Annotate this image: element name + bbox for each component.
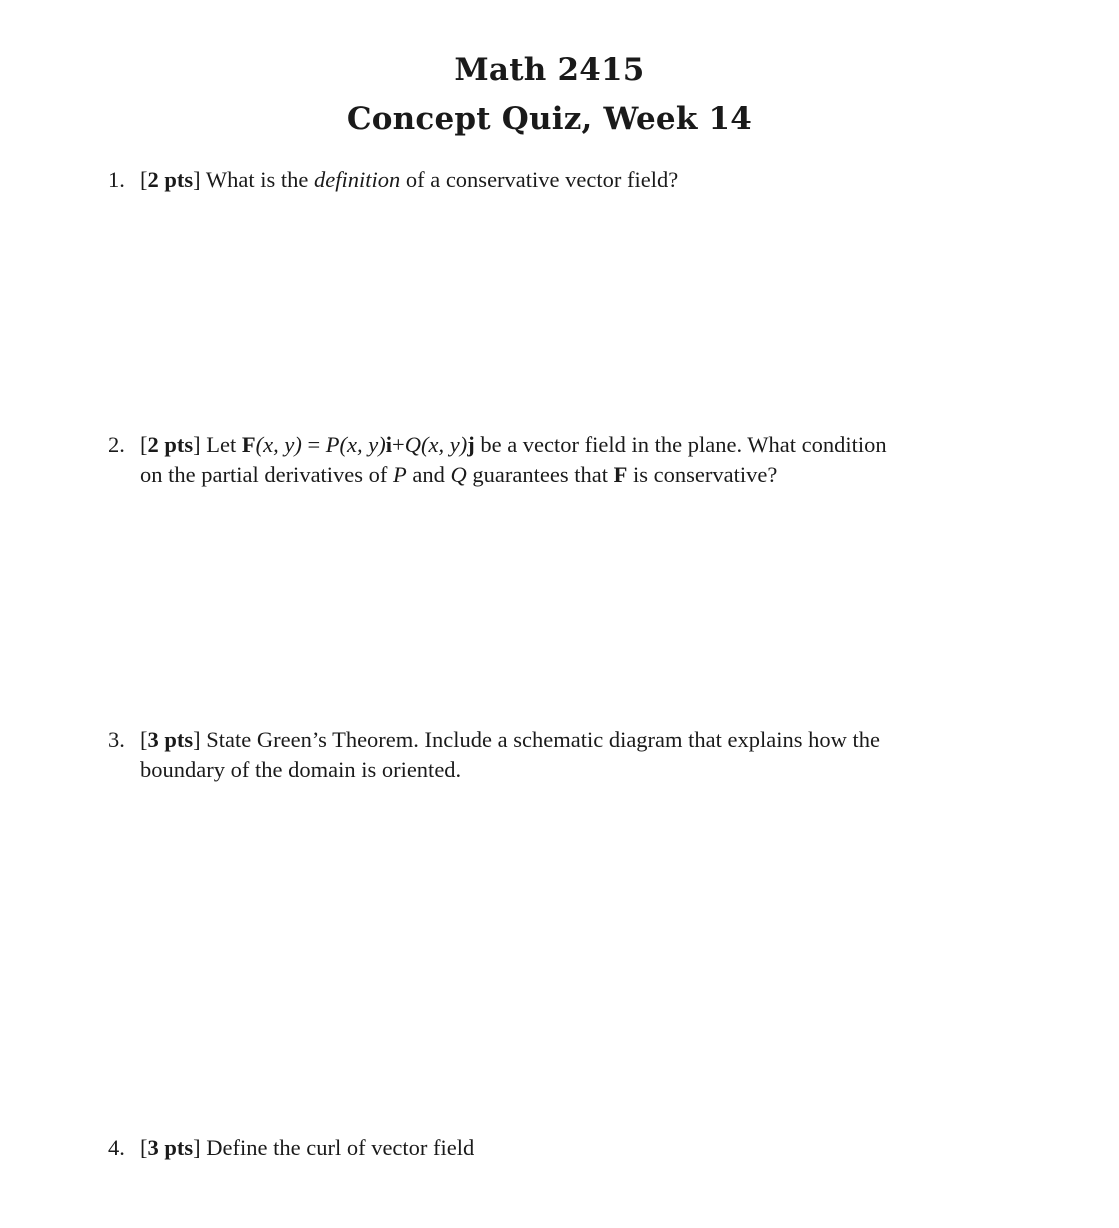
q-args: (x, y) bbox=[420, 432, 468, 457]
points-bracket-open: [ bbox=[140, 727, 148, 752]
question-text: Let bbox=[206, 432, 242, 457]
p-symbol: P bbox=[325, 432, 340, 457]
points-label: 3 pts bbox=[147, 1135, 194, 1160]
field-symbol: F bbox=[241, 432, 256, 457]
points-bracket-close: ] bbox=[193, 727, 201, 752]
q-symbol: Q bbox=[450, 461, 467, 487]
points-bracket-open: [ bbox=[140, 1135, 148, 1160]
question-text-end: of a conservative vector field? bbox=[400, 167, 679, 192]
question-number: 2. bbox=[108, 432, 125, 457]
question-text: State Green’s Theorem. Include a schematic diagram that explains how the bbox=[206, 727, 880, 752]
q-symbol: Q bbox=[404, 432, 421, 457]
emphasized-term: definition bbox=[313, 167, 401, 192]
conjunction: and bbox=[406, 461, 451, 487]
question-number: 4. bbox=[108, 1135, 125, 1160]
field-args: (x, y) bbox=[255, 432, 302, 457]
points-bracket-close: ] bbox=[193, 167, 201, 192]
points-label: 3 pts bbox=[147, 727, 194, 752]
p-symbol: P bbox=[393, 461, 407, 487]
i-unit-vector: i bbox=[385, 432, 393, 457]
question-4 bbox=[108, 1133, 1028, 1163]
points-bracket-close: ] bbox=[193, 432, 201, 457]
question-3 bbox=[108, 725, 1028, 784]
points-label: 2 pts bbox=[147, 432, 194, 457]
question-text-end: is conservative? bbox=[627, 461, 778, 487]
question-text-rest: be a vector field in the plane. What condition bbox=[474, 432, 887, 457]
question-2 bbox=[108, 430, 1028, 489]
p-args: (x, y) bbox=[339, 432, 386, 457]
points-bracket-close: ] bbox=[193, 1135, 201, 1160]
question-number: 1. bbox=[108, 167, 125, 192]
quiz-title: Concept Quiz, Week 14 bbox=[346, 101, 753, 137]
equals-sign: = bbox=[301, 432, 326, 457]
question-1 bbox=[108, 165, 1028, 195]
plus-sign: + bbox=[392, 432, 405, 457]
j-unit-vector: j bbox=[467, 432, 475, 457]
field-symbol: F bbox=[613, 461, 628, 487]
points-bracket-open: [ bbox=[140, 432, 148, 457]
question-text: What is the bbox=[205, 167, 314, 192]
question-text-line2: on the partial derivatives of bbox=[140, 461, 394, 487]
question-text: Define the curl of vector field bbox=[206, 1135, 475, 1160]
points-label: 2 pts bbox=[147, 167, 194, 192]
course-title: Math 2415 bbox=[454, 52, 645, 88]
points-bracket-open: [ bbox=[140, 167, 148, 192]
question-text-line2: boundary of the domain is oriented. bbox=[140, 756, 462, 782]
question-text-mid: guarantees that bbox=[466, 461, 614, 487]
question-number: 3. bbox=[108, 727, 125, 752]
